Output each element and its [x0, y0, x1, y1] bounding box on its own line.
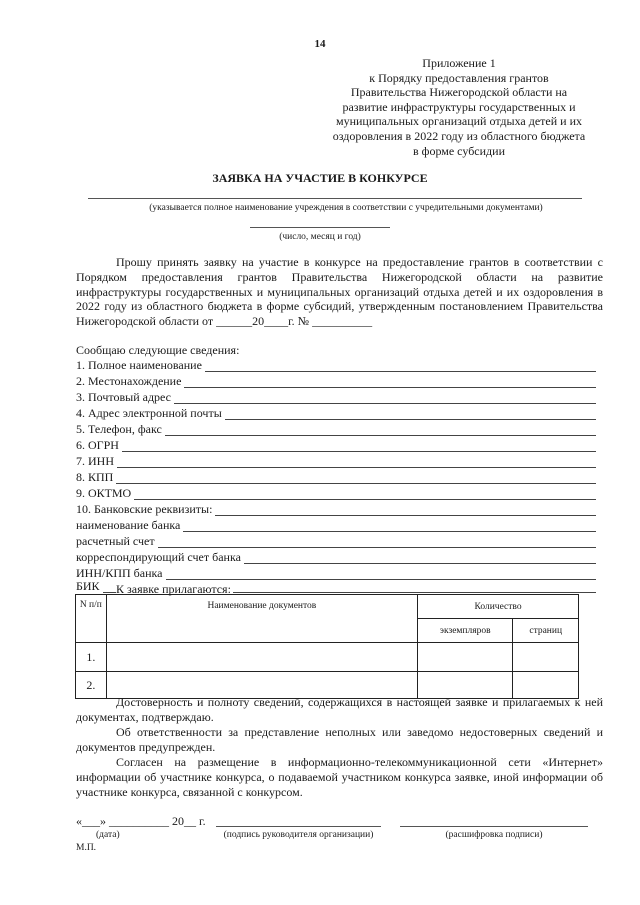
date-note: (число, месяц и год) [279, 232, 361, 242]
appendix-line: развитие инфраструктуры государственных и [342, 99, 576, 114]
org-name-note: (указывается полное наименование учреждения в соответствии с учредительными документами) [149, 203, 543, 213]
field-label: 3. Почтовый адрес [76, 390, 172, 404]
statement-consent: Согласен на размещение в информационно-телекоммуникационной сети «Интернет» информации об участнике конкурса, о подаваемой участником конкурса заявке, иной информации об участнике конкурса, связанной с конкурсом. [76, 755, 603, 799]
field-label: 10. Банковские реквизиты: [76, 502, 213, 516]
table-row [76, 643, 579, 672]
field-underline[interactable] [116, 472, 596, 484]
appendix-line: к Порядку предоставления грантов [369, 70, 549, 85]
field-full-name[interactable] [76, 357, 596, 372]
field-phone-fax[interactable] [76, 421, 596, 436]
row-number: 1. [76, 643, 107, 672]
appendix-line: Приложение 1 [422, 56, 496, 70]
appendix-header [318, 56, 600, 158]
field-kpp[interactable] [76, 469, 596, 484]
field-location[interactable] [76, 373, 596, 388]
field-bank-name[interactable] [76, 517, 596, 532]
col-header-quantity: Количество [418, 595, 579, 619]
field-label: БИК [76, 579, 100, 593]
field-bank-details[interactable] [76, 501, 596, 516]
field-label: 2. Местонахождение [76, 374, 182, 388]
field-underline[interactable] [205, 360, 596, 372]
form-title: ЗАЯВКА НА УЧАСТИЕ В КОНКУРСЕ [212, 171, 428, 185]
field-postal-address[interactable] [76, 389, 596, 404]
appendix-line: в форме субсидии [413, 143, 505, 158]
field-label: наименование банка [76, 518, 181, 532]
field-underline[interactable] [244, 552, 596, 564]
col-header-copies: экземпляров [418, 619, 513, 643]
field-label: 9. ОКТМО [76, 486, 132, 500]
signature-date[interactable]: «___» __________ 20__ г. [76, 814, 206, 828]
copies-cell[interactable] [418, 643, 513, 672]
field-label: расчетный счет [76, 534, 155, 548]
field-label: 6. ОГРН [76, 438, 119, 452]
decode-caption: (расшифровка подписи) [445, 830, 543, 840]
row-number: 2. [76, 672, 107, 699]
field-ogrn[interactable] [76, 437, 596, 452]
stamp-label: М.П. [76, 843, 97, 853]
field-underline[interactable] [183, 520, 596, 532]
date-line[interactable] [250, 227, 390, 228]
appendix-line: Правительства Нижегородской области на [350, 85, 568, 100]
field-underline[interactable] [117, 456, 596, 468]
statement-responsibility: Об ответственности за представление неполных или заведомо недостоверных сведений и документов предупрежден. [76, 725, 603, 754]
field-oktmo[interactable] [76, 485, 596, 500]
field-underline[interactable] [158, 536, 596, 548]
field-email[interactable] [76, 405, 596, 420]
attachments-intro: К заявке прилагаются: [116, 582, 231, 596]
field-label: ИНН/КПП банка [76, 566, 163, 580]
appendix-line: оздоровления в 2022 году из областного бюджета [332, 128, 586, 143]
document-name-cell[interactable] [106, 643, 417, 672]
col-header-pages: страниц [513, 619, 579, 643]
col-header-number: N п/п [76, 595, 107, 643]
field-underline[interactable] [165, 424, 596, 436]
field-label: 4. Адрес электронной почты [76, 406, 222, 420]
field-account[interactable] [76, 533, 596, 548]
field-label: 5. Телефон, факс [76, 422, 162, 436]
signature-line[interactable] [216, 826, 381, 827]
date-caption: (дата) [96, 830, 120, 840]
field-label: 8. КПП [76, 470, 114, 484]
signature-caption: (подпись руководителя организации) [223, 830, 374, 840]
appendix-line: муниципальных организаций отдыха детей и их [335, 114, 583, 129]
field-underline[interactable] [215, 504, 596, 516]
org-name-line[interactable] [88, 198, 582, 199]
field-label: корреспондирующий счет банка [76, 550, 241, 564]
field-underline[interactable] [122, 440, 596, 452]
request-paragraph: Прошу принять заявку на участие в конкурсе на предоставление грантов в соответствии с Порядком предоставления грантов Правительства Нижегородской области на развитие инфраструктуры государственных и муниципальных организаций отдыха детей и их оздоровления в 2022 году из областного бюджета в форме субсидий, утвержденным постановлением Правительства Нижегородской области от ______20____г. № __________ [76, 255, 603, 329]
field-label: 7. ИНН [76, 454, 114, 468]
page-number: 14 [314, 38, 326, 50]
field-underline[interactable] [174, 392, 596, 404]
signature-decode-line[interactable] [400, 826, 588, 827]
col-header-documents: Наименование документов [106, 595, 417, 643]
field-corr-account[interactable] [76, 549, 596, 564]
field-underline[interactable] [184, 376, 596, 388]
field-underline[interactable] [225, 408, 596, 420]
statement-accuracy: Достоверность и полноту сведений, содержащихся в настоящей заявке и прилагаемых к ней документах, подтверждаю. [76, 695, 603, 724]
field-label: 1. Полное наименование [76, 358, 202, 372]
field-inn[interactable] [76, 453, 596, 468]
attachments-table [75, 594, 579, 699]
info-intro: Сообщаю следующие сведения: [76, 343, 240, 357]
field-underline[interactable] [134, 488, 596, 500]
pages-cell[interactable] [513, 643, 579, 672]
